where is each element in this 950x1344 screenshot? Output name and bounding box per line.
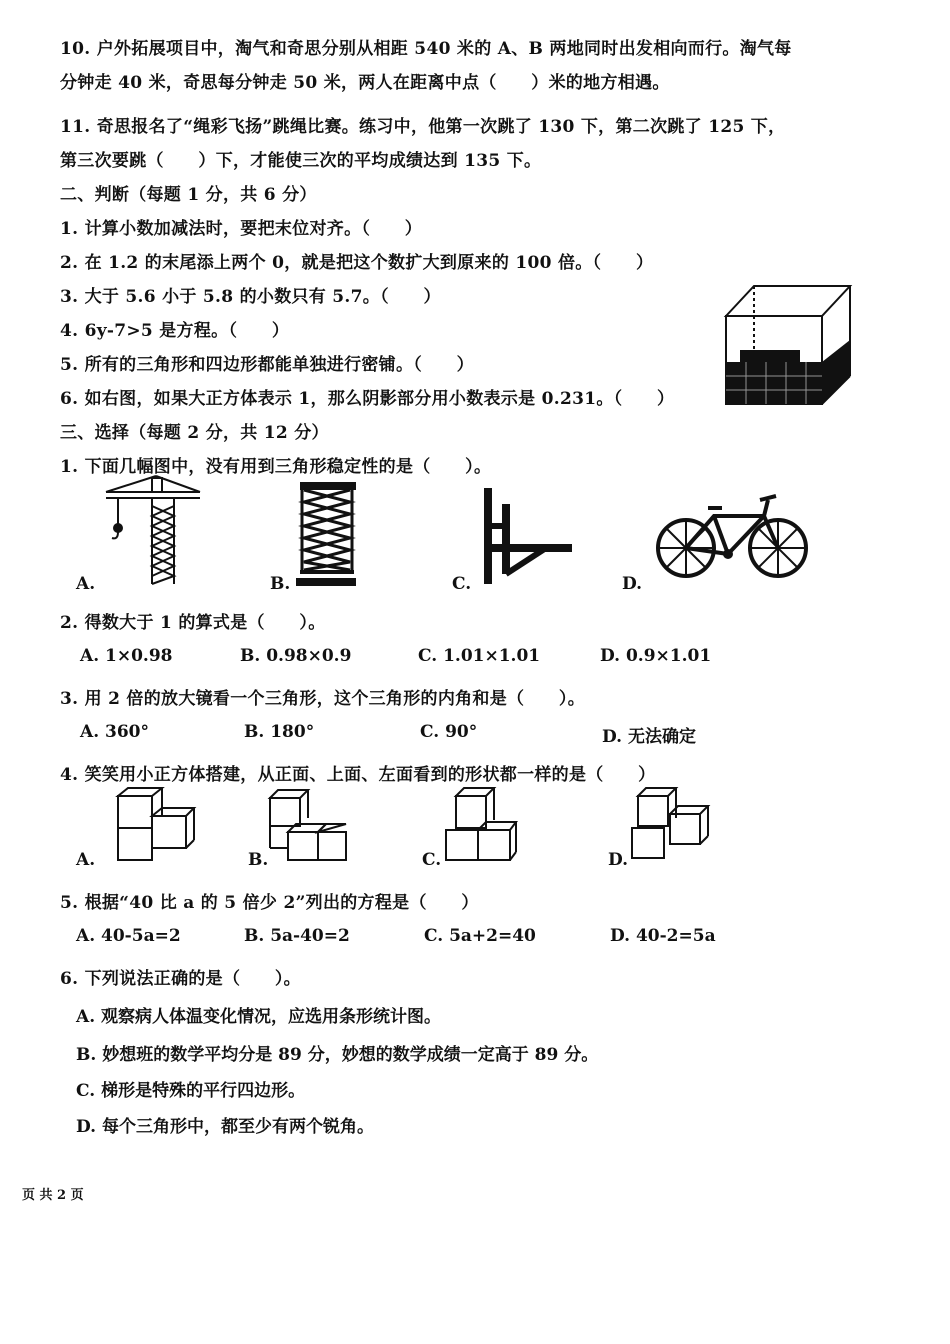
q6-option-a[interactable]: A. 观察病人体温变化情况，应选用条形统计图。	[76, 1007, 442, 1027]
q11-line1: 11. 奇思报名了“绳彩飞扬”跳绳比赛。练习中，他第一次跳了 130 下，第二次跳了 125 下，	[60, 117, 786, 137]
q5-option-a[interactable]: A. 40-5a=2	[76, 926, 181, 946]
choice-q1-stem: 1. 下面几幅图中，没有用到三角形稳定性的是（ ）。	[60, 457, 492, 477]
q2-option-d[interactable]: D. 0.9×1.01	[600, 646, 712, 666]
choice-q4-stem: 4. 笑笑用小正方体搭建，从正面、上面、左面看到的形状都一样的是（ ）	[60, 765, 656, 785]
q4-option-c[interactable]: C.	[422, 850, 442, 870]
q10-line2: 分钟走 40 米，奇思每分钟走 50 米，两人在距离中点（ ）米的地方相遇。	[60, 73, 670, 93]
cube-stack-b-icon	[268, 786, 348, 862]
q4-option-d[interactable]: D.	[608, 850, 629, 870]
q11-line2: 第三次要跳（ ）下，才能使三次的平均成绩达到 135 下。	[60, 151, 542, 171]
q1-option-d[interactable]: D.	[622, 574, 643, 594]
judge-heading: 二、判断（每题 1 分，共 6 分）	[60, 185, 317, 205]
choice-q6-stem: 6. 下列说法正确的是（ ）。	[60, 969, 301, 989]
choice-q3-stem: 3. 用 2 倍的放大镜看一个三角形，这个三角形的内角和是（ ）。	[60, 689, 586, 709]
q6-option-d[interactable]: D. 每个三角形中，都至少有两个锐角。	[76, 1117, 374, 1137]
bicycle-icon	[652, 492, 812, 582]
judge-item-3: 3. 大于 5.6 小于 5.8 的小数只有 5.7。（ ）	[60, 287, 441, 307]
q6-option-c[interactable]: C. 梯形是特殊的平行四边形。	[76, 1081, 306, 1101]
q5-option-b[interactable]: B. 5a-40=2	[244, 926, 350, 946]
cube-stack-c-icon	[444, 786, 524, 862]
q3-option-b[interactable]: B. 180°	[244, 722, 315, 742]
q1-option-b[interactable]: B.	[270, 574, 291, 594]
judge-item-6: 6. 如右图，如果大正方体表示 1，那么阴影部分用小数表示是 0.231。（ ）	[60, 389, 675, 409]
shaded-cube-figure	[722, 280, 854, 408]
q2-option-a[interactable]: A. 1×0.98	[80, 646, 173, 666]
judge-item-4: 4. 6y-7>5 是方程。（ ）	[60, 321, 290, 341]
judge-item-2: 2. 在 1.2 的末尾添上两个 0，就是把这个数扩大到原来的 100 倍。（ ）	[60, 253, 654, 273]
wall-shelf-bracket-icon	[478, 486, 578, 586]
judge-item-1: 1. 计算小数加减法时，要把末位对齐。（ ）	[60, 219, 423, 239]
q3-option-a[interactable]: A. 360°	[80, 722, 150, 742]
q6-option-b[interactable]: B. 妙想班的数学平均分是 89 分，妙想的数学成绩一定高于 89 分。	[76, 1045, 599, 1065]
q2-option-c[interactable]: C. 1.01×1.01	[418, 646, 541, 666]
q1-option-a[interactable]: A.	[76, 574, 96, 594]
choice-heading: 三、选择（每题 2 分，共 12 分）	[60, 423, 329, 443]
scissor-lift-icon	[294, 482, 360, 586]
q3-option-c[interactable]: C. 90°	[420, 722, 478, 742]
judge-item-5: 5. 所有的三角形和四边形都能单独进行密铺。（ ）	[60, 355, 474, 375]
cube-stack-a-icon	[116, 786, 196, 862]
q2-option-b[interactable]: B. 0.98×0.9	[240, 646, 352, 666]
page-footer: 页 共 2 页	[22, 1188, 84, 1203]
choice-q2-stem: 2. 得数大于 1 的算式是（ ）。	[60, 613, 326, 633]
q10-line1: 10. 户外拓展项目中，淘气和奇思分别从相距 540 米的 A、B 两地同时出发相向而行。淘气每	[60, 39, 792, 59]
q5-option-d[interactable]: D. 40-2=5a	[610, 926, 716, 946]
cube-stack-d-icon	[630, 786, 710, 862]
q3-option-d[interactable]: D. 无法确定	[602, 727, 696, 747]
q4-option-b[interactable]: B.	[248, 850, 269, 870]
q5-option-c[interactable]: C. 5a+2=40	[424, 926, 536, 946]
q4-option-a[interactable]: A.	[76, 850, 96, 870]
choice-q5-stem: 5. 根据“40 比 a 的 5 倍少 2”列出的方程是（ ）	[60, 893, 479, 913]
crane-icon	[104, 476, 204, 586]
q1-option-c[interactable]: C.	[452, 574, 472, 594]
